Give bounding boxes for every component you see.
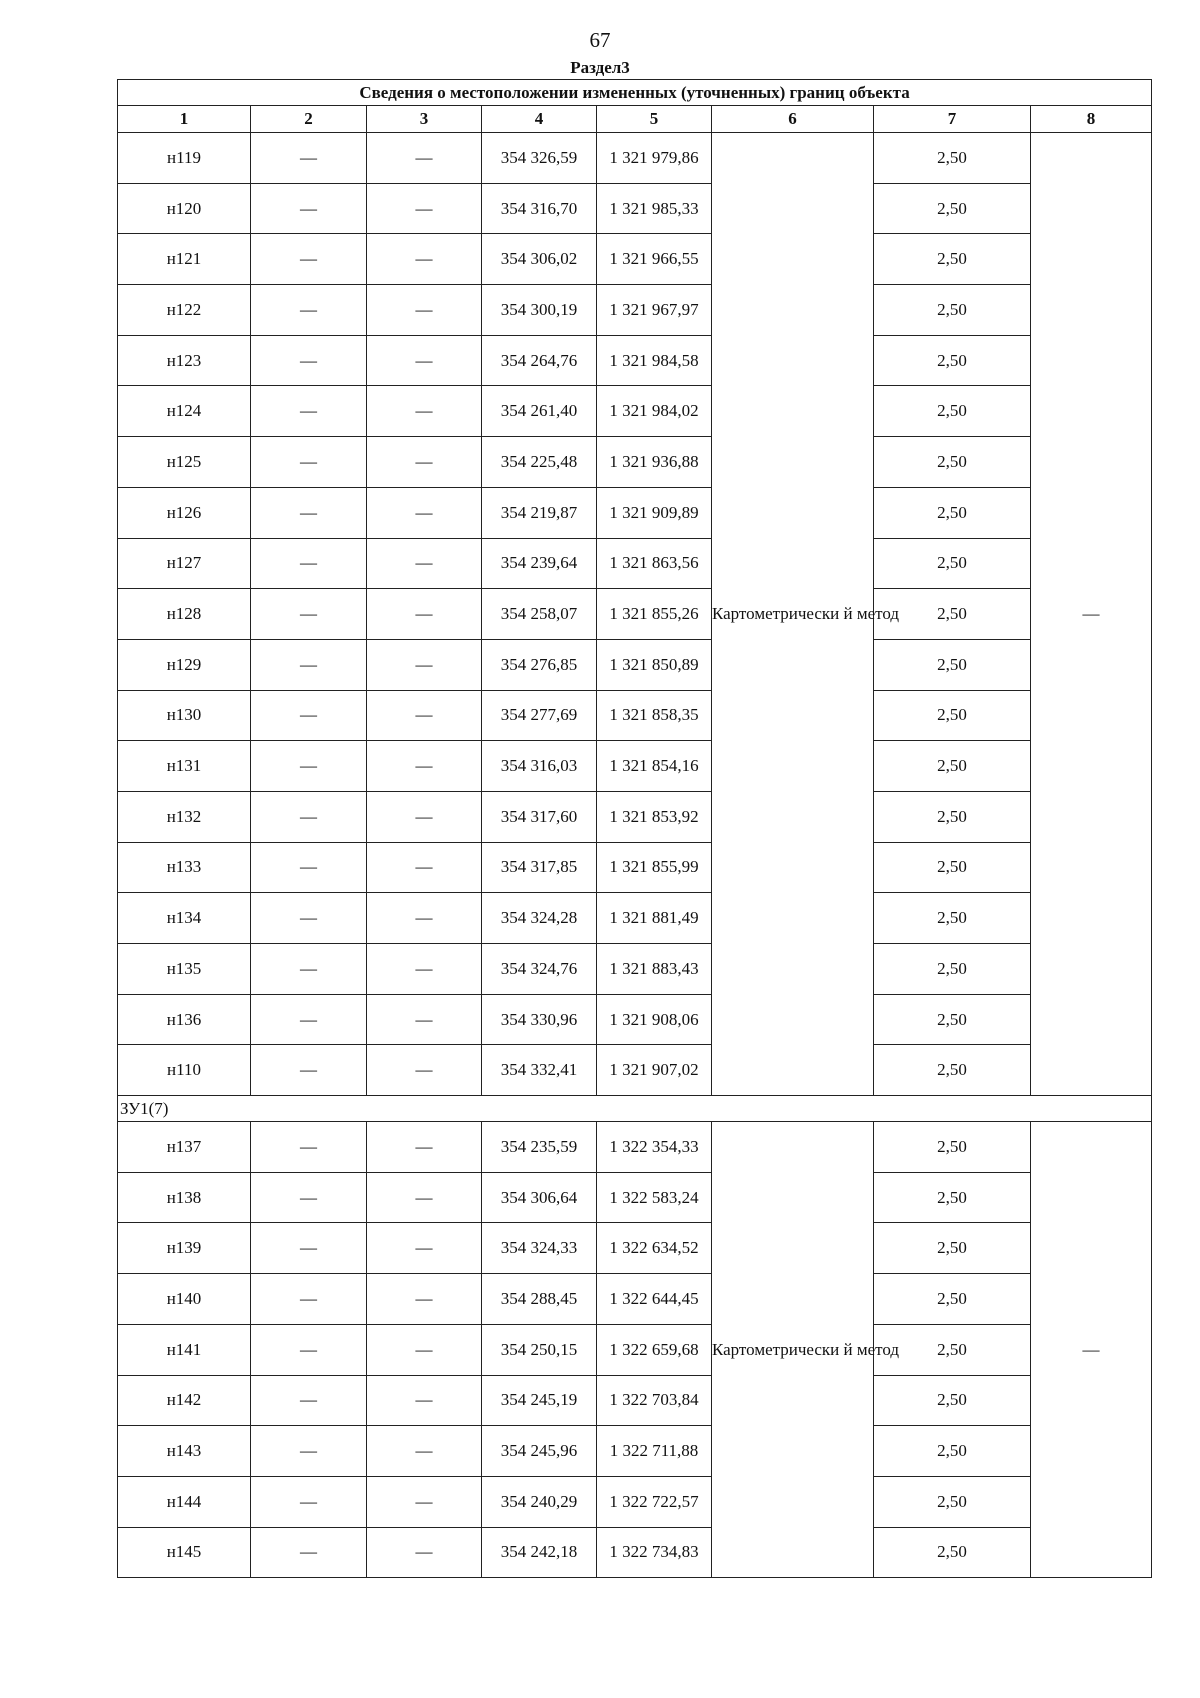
point-name-cell: н120 [118, 183, 251, 234]
point-name-cell: н121 [118, 234, 251, 285]
point-name-cell: н125 [118, 437, 251, 488]
y-coordinate-cell: 1 321 881,49 [597, 893, 712, 944]
x-coordinate-cell: 354 316,03 [482, 741, 597, 792]
table-row [118, 386, 1152, 437]
col2-cell: — [251, 893, 367, 944]
point-name-cell: н137 [118, 1122, 251, 1173]
accuracy-cell: 2,50 [874, 639, 1031, 690]
col2-cell: — [251, 1476, 367, 1527]
col2-cell: — [251, 1426, 367, 1477]
y-coordinate-cell: 1 322 354,33 [597, 1122, 712, 1173]
accuracy-cell: 2,50 [874, 1045, 1031, 1096]
table-row [118, 1476, 1152, 1527]
col2-cell: — [251, 234, 367, 285]
point-name-cell: н136 [118, 994, 251, 1045]
y-coordinate-cell: 1 322 644,45 [597, 1274, 712, 1325]
accuracy-cell: 2,50 [874, 944, 1031, 995]
y-coordinate-cell: 1 321 883,43 [597, 944, 712, 995]
x-coordinate-cell: 354 264,76 [482, 335, 597, 386]
column-number-row [118, 106, 1152, 133]
col2-cell: — [251, 335, 367, 386]
x-coordinate-cell: 354 219,87 [482, 487, 597, 538]
col2-cell: — [251, 183, 367, 234]
x-coordinate-cell: 354 261,40 [482, 386, 597, 437]
accuracy-cell: 2,50 [874, 1375, 1031, 1426]
x-coordinate-cell: 354 250,15 [482, 1324, 597, 1375]
col2-cell: — [251, 690, 367, 741]
method-cell: Картометрически й метод [712, 1122, 874, 1578]
col2-cell: — [251, 1527, 367, 1578]
col2-cell: — [251, 1122, 367, 1173]
col3-cell: — [367, 335, 482, 386]
y-coordinate-cell: 1 322 583,24 [597, 1172, 712, 1223]
y-coordinate-cell: 1 321 863,56 [597, 538, 712, 589]
col2-cell: — [251, 1223, 367, 1274]
table-row [118, 1122, 1152, 1173]
col2-cell: — [251, 1375, 367, 1426]
point-name-cell: н135 [118, 944, 251, 995]
table-row [118, 133, 1152, 184]
y-coordinate-cell: 1 322 734,83 [597, 1527, 712, 1578]
accuracy-cell: 2,50 [874, 335, 1031, 386]
table-row [118, 994, 1152, 1045]
accuracy-cell: 2,50 [874, 1426, 1031, 1477]
table-row [118, 1274, 1152, 1325]
x-coordinate-cell: 354 239,64 [482, 538, 597, 589]
column-number: 4 [482, 106, 597, 133]
col2-cell: — [251, 538, 367, 589]
col2-cell: — [251, 589, 367, 640]
accuracy-cell: 2,50 [874, 1527, 1031, 1578]
y-coordinate-cell: 1 322 722,57 [597, 1476, 712, 1527]
section-title: Раздел3 [570, 58, 630, 77]
y-coordinate-cell: 1 322 703,84 [597, 1375, 712, 1426]
y-coordinate-cell: 1 321 853,92 [597, 791, 712, 842]
point-name-cell: н141 [118, 1324, 251, 1375]
table-row [118, 335, 1152, 386]
table-row [118, 791, 1152, 842]
table-row [118, 538, 1152, 589]
col3-cell: — [367, 1274, 482, 1325]
table-row [118, 1375, 1152, 1426]
x-coordinate-cell: 354 324,28 [482, 893, 597, 944]
col2-cell: — [251, 386, 367, 437]
point-name-cell: н132 [118, 791, 251, 842]
table-row [118, 893, 1152, 944]
col3-cell: — [367, 1223, 482, 1274]
x-coordinate-cell: 354 288,45 [482, 1274, 597, 1325]
y-coordinate-cell: 1 321 967,97 [597, 285, 712, 336]
y-coordinate-cell: 1 321 979,86 [597, 133, 712, 184]
point-name-cell: н131 [118, 741, 251, 792]
column-number: 5 [597, 106, 712, 133]
y-coordinate-cell: 1 321 936,88 [597, 437, 712, 488]
y-coordinate-cell: 1 321 984,02 [597, 386, 712, 437]
table-row [118, 741, 1152, 792]
y-coordinate-cell: 1 321 909,89 [597, 487, 712, 538]
col3-cell: — [367, 1122, 482, 1173]
table-row [118, 639, 1152, 690]
x-coordinate-cell: 354 242,18 [482, 1527, 597, 1578]
y-coordinate-cell: 1 322 659,68 [597, 1324, 712, 1375]
point-name-cell: н139 [118, 1223, 251, 1274]
x-coordinate-cell: 354 277,69 [482, 690, 597, 741]
point-name-cell: н130 [118, 690, 251, 741]
accuracy-cell: 2,50 [874, 1476, 1031, 1527]
accuracy-cell: 2,50 [874, 589, 1031, 640]
point-name-cell: н144 [118, 1476, 251, 1527]
col3-cell: — [367, 1375, 482, 1426]
accuracy-cell: 2,50 [874, 285, 1031, 336]
col3-cell: — [367, 285, 482, 336]
col8-cell: — [1031, 133, 1152, 1096]
y-coordinate-cell: 1 321 850,89 [597, 639, 712, 690]
col3-cell: — [367, 639, 482, 690]
table-row [118, 1426, 1152, 1477]
method-cell: Картометрически й метод [712, 133, 874, 1096]
table-row [118, 842, 1152, 893]
accuracy-cell: 2,50 [874, 437, 1031, 488]
page-number: 67 [589, 28, 611, 52]
col3-cell: — [367, 589, 482, 640]
x-coordinate-cell: 354 330,96 [482, 994, 597, 1045]
x-coordinate-cell: 354 306,02 [482, 234, 597, 285]
x-coordinate-cell: 354 276,85 [482, 639, 597, 690]
accuracy-cell: 2,50 [874, 791, 1031, 842]
x-coordinate-cell: 354 225,48 [482, 437, 597, 488]
group-label-row [118, 1096, 1152, 1122]
point-name-cell: н126 [118, 487, 251, 538]
col3-cell: — [367, 944, 482, 995]
accuracy-cell: 2,50 [874, 842, 1031, 893]
column-number: 2 [251, 106, 367, 133]
col2-cell: — [251, 133, 367, 184]
point-name-cell: н140 [118, 1274, 251, 1325]
x-coordinate-cell: 354 240,29 [482, 1476, 597, 1527]
point-name-cell: н142 [118, 1375, 251, 1426]
x-coordinate-cell: 354 245,19 [482, 1375, 597, 1426]
col2-cell: — [251, 639, 367, 690]
y-coordinate-cell: 1 321 984,58 [597, 335, 712, 386]
col3-cell: — [367, 741, 482, 792]
x-coordinate-cell: 354 300,19 [482, 285, 597, 336]
table-row [118, 1045, 1152, 1096]
x-coordinate-cell: 354 316,70 [482, 183, 597, 234]
col3-cell: — [367, 386, 482, 437]
table-row [118, 589, 1152, 640]
point-name-cell: н124 [118, 386, 251, 437]
table-body [118, 133, 1152, 1578]
col2-cell: — [251, 1274, 367, 1325]
table-caption: Сведения о местоположении измененных (уточненных) границ объекта [118, 80, 1152, 106]
x-coordinate-cell: 354 258,07 [482, 589, 597, 640]
point-name-cell: н127 [118, 538, 251, 589]
table-row [118, 1324, 1152, 1375]
table-row [118, 690, 1152, 741]
y-coordinate-cell: 1 321 966,55 [597, 234, 712, 285]
col2-cell: — [251, 1172, 367, 1223]
y-coordinate-cell: 1 321 908,06 [597, 994, 712, 1045]
accuracy-cell: 2,50 [874, 234, 1031, 285]
col3-cell: — [367, 1172, 482, 1223]
col2-cell: — [251, 994, 367, 1045]
table-row [118, 1223, 1152, 1274]
col8-cell: — [1031, 1122, 1152, 1578]
col3-cell: — [367, 538, 482, 589]
table-row [118, 944, 1152, 995]
x-coordinate-cell: 354 324,76 [482, 944, 597, 995]
table-row [118, 234, 1152, 285]
accuracy-cell: 2,50 [874, 893, 1031, 944]
x-coordinate-cell: 354 306,64 [482, 1172, 597, 1223]
col2-cell: — [251, 285, 367, 336]
y-coordinate-cell: 1 321 907,02 [597, 1045, 712, 1096]
point-name-cell: н123 [118, 335, 251, 386]
point-name-cell: н138 [118, 1172, 251, 1223]
col2-cell: — [251, 437, 367, 488]
column-number: 3 [367, 106, 482, 133]
col2-cell: — [251, 487, 367, 538]
accuracy-cell: 2,50 [874, 1122, 1031, 1173]
table-row [118, 183, 1152, 234]
point-name-cell: н134 [118, 893, 251, 944]
col2-cell: — [251, 1045, 367, 1096]
accuracy-cell: 2,50 [874, 386, 1031, 437]
col3-cell: — [367, 842, 482, 893]
point-name-cell: н145 [118, 1527, 251, 1578]
table-row [118, 437, 1152, 488]
point-name-cell: н122 [118, 285, 251, 336]
col3-cell: — [367, 183, 482, 234]
col3-cell: — [367, 437, 482, 488]
col2-cell: — [251, 1324, 367, 1375]
table-row [118, 1527, 1152, 1578]
accuracy-cell: 2,50 [874, 1172, 1031, 1223]
accuracy-cell: 2,50 [874, 1324, 1031, 1375]
column-number: 1 [118, 106, 251, 133]
col3-cell: — [367, 1426, 482, 1477]
accuracy-cell: 2,50 [874, 538, 1031, 589]
col3-cell: — [367, 1045, 482, 1096]
col3-cell: — [367, 1324, 482, 1375]
y-coordinate-cell: 1 321 855,99 [597, 842, 712, 893]
col2-cell: — [251, 741, 367, 792]
accuracy-cell: 2,50 [874, 487, 1031, 538]
col3-cell: — [367, 487, 482, 538]
col2-cell: — [251, 944, 367, 995]
x-coordinate-cell: 354 326,59 [482, 133, 597, 184]
accuracy-cell: 2,50 [874, 1274, 1031, 1325]
y-coordinate-cell: 1 322 634,52 [597, 1223, 712, 1274]
column-number: 8 [1031, 106, 1152, 133]
table-row [118, 285, 1152, 336]
point-name-cell: н128 [118, 589, 251, 640]
col3-cell: — [367, 133, 482, 184]
accuracy-cell: 2,50 [874, 994, 1031, 1045]
y-coordinate-cell: 1 321 858,35 [597, 690, 712, 741]
column-number: 7 [874, 106, 1031, 133]
table-row [118, 487, 1152, 538]
y-coordinate-cell: 1 321 855,26 [597, 589, 712, 640]
accuracy-cell: 2,50 [874, 741, 1031, 792]
accuracy-cell: 2,50 [874, 1223, 1031, 1274]
x-coordinate-cell: 354 317,60 [482, 791, 597, 842]
y-coordinate-cell: 1 322 711,88 [597, 1426, 712, 1477]
x-coordinate-cell: 354 332,41 [482, 1045, 597, 1096]
accuracy-cell: 2,50 [874, 690, 1031, 741]
y-coordinate-cell: 1 321 854,16 [597, 741, 712, 792]
table-row [118, 1172, 1152, 1223]
point-name-cell: н110 [118, 1045, 251, 1096]
col2-cell: — [251, 791, 367, 842]
accuracy-cell: 2,50 [874, 133, 1031, 184]
point-name-cell: н133 [118, 842, 251, 893]
col3-cell: — [367, 690, 482, 741]
point-name-cell: н143 [118, 1426, 251, 1477]
column-number: 6 [712, 106, 874, 133]
y-coordinate-cell: 1 321 985,33 [597, 183, 712, 234]
col2-cell: — [251, 842, 367, 893]
group-label: ЗУ1(7) [118, 1096, 1152, 1122]
col3-cell: — [367, 791, 482, 842]
col3-cell: — [367, 1476, 482, 1527]
col3-cell: — [367, 994, 482, 1045]
x-coordinate-cell: 354 324,33 [482, 1223, 597, 1274]
boundary-coordinates-table [117, 79, 1152, 1578]
col3-cell: — [367, 893, 482, 944]
col3-cell: — [367, 1527, 482, 1578]
x-coordinate-cell: 354 235,59 [482, 1122, 597, 1173]
accuracy-cell: 2,50 [874, 183, 1031, 234]
point-name-cell: н119 [118, 133, 251, 184]
col3-cell: — [367, 234, 482, 285]
x-coordinate-cell: 354 317,85 [482, 842, 597, 893]
point-name-cell: н129 [118, 639, 251, 690]
x-coordinate-cell: 354 245,96 [482, 1426, 597, 1477]
